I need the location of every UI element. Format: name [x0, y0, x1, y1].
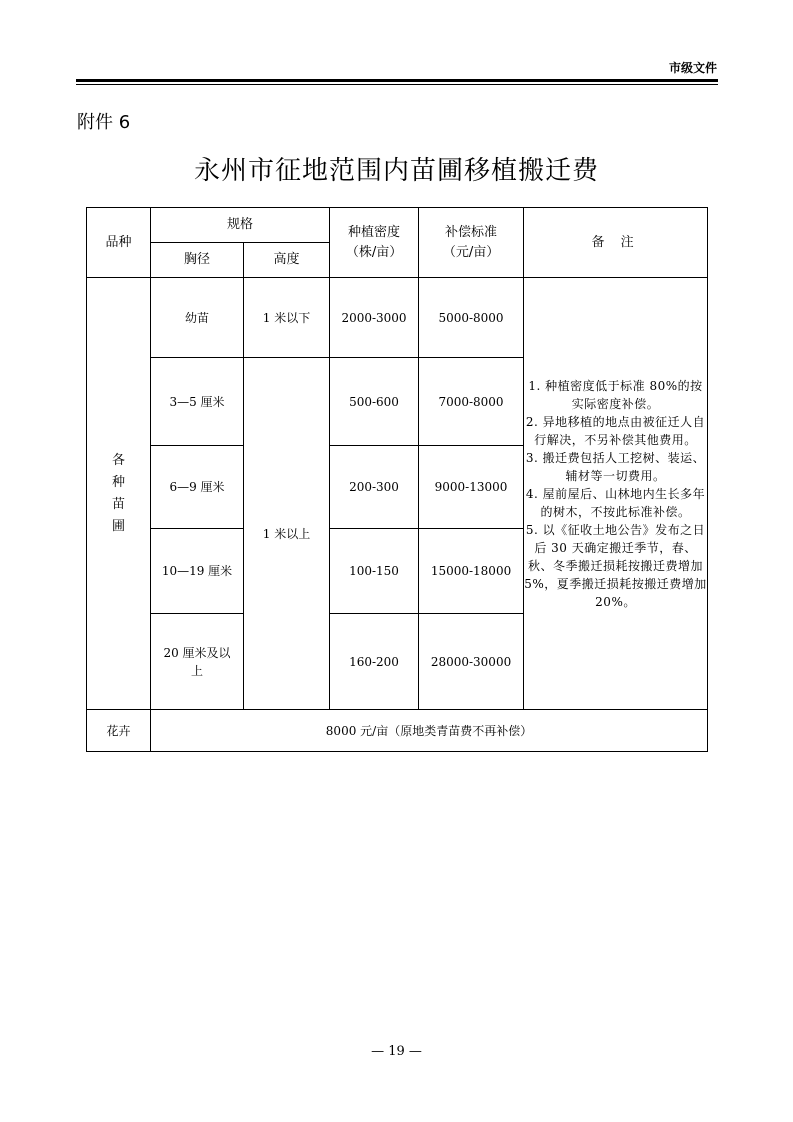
density-cell: 500-600 — [330, 358, 419, 446]
remark-item: 2. 异地移植的地点由被征迁人自行解决，不另补偿其他费用。 — [525, 414, 706, 447]
header-density: 种植密度 （株/亩） — [330, 208, 419, 278]
header-chest-diameter: 胸径 — [151, 243, 244, 278]
remark-item: 3. 搬迁费包括人工挖树、装运、辅材等一切费用。 — [525, 450, 706, 483]
remarks-cell — [524, 278, 708, 710]
variety-cell — [87, 278, 151, 710]
remark-item: 4. 屋前屋后、山林地内生长多年的树木，不按此标准补偿。 — [525, 486, 706, 519]
remark-item: 1. 种植密度低于标准 80%的按实际密度补偿。 — [528, 378, 703, 411]
table-row-flowers — [87, 710, 708, 752]
header-rule-thick — [76, 79, 718, 82]
diameter-cell: 20 厘米及以上 — [151, 614, 244, 710]
header-spec: 规格 — [151, 208, 330, 243]
header-standard: 补偿标准 （元/亩） — [419, 208, 524, 278]
standard-cell: 5000-8000 — [419, 278, 524, 358]
standard-cell: 7000-8000 — [419, 358, 524, 446]
page-title: 永州市征地范围内苗圃移植搬迁费 — [193, 156, 599, 186]
diameter-cell: 6—9 厘米 — [151, 446, 244, 529]
density-cell: 100-150 — [330, 529, 419, 614]
header-label: 市级文件 — [668, 61, 717, 75]
diameter-cell: 幼苗 — [151, 278, 244, 358]
standard-cell: 28000-30000 — [419, 614, 524, 710]
attachment-label: 附件 6 — [77, 112, 131, 133]
height-cell-large: 1 米以上 — [244, 358, 330, 710]
density-cell: 160-200 — [330, 614, 419, 710]
header-variety: 品种 — [87, 208, 151, 278]
standard-cell: 15000-18000 — [419, 529, 524, 614]
header-rule-thin — [76, 84, 718, 85]
page-number: — 19 — — [371, 1044, 422, 1059]
header-remarks: 备 注 — [524, 208, 708, 278]
density-cell: 200-300 — [330, 446, 419, 529]
diameter-cell: 10—19 厘米 — [151, 529, 244, 614]
table-row — [87, 278, 708, 358]
height-cell-small: 1 米以下 — [244, 278, 330, 358]
compensation-table — [86, 207, 708, 752]
diameter-cell: 3—5 厘米 — [151, 358, 244, 446]
remark-item: 5. 以《征收土地公告》发布之日后 30 天确定搬迁季节，春、秋、冬季搬迁损耗按搬迁费增加 5%，夏季搬迁损耗按搬迁费增加 20%。 — [524, 522, 707, 609]
flowers-value: 8000 元/亩（原地类青苗费不再补偿） — [151, 710, 708, 752]
variety-name: 各种苗圃 — [111, 452, 125, 534]
standard-cell: 9000-13000 — [419, 446, 524, 529]
header-height: 高度 — [244, 243, 330, 278]
density-cell: 2000-3000 — [330, 278, 419, 358]
flowers-label: 花卉 — [87, 710, 151, 752]
